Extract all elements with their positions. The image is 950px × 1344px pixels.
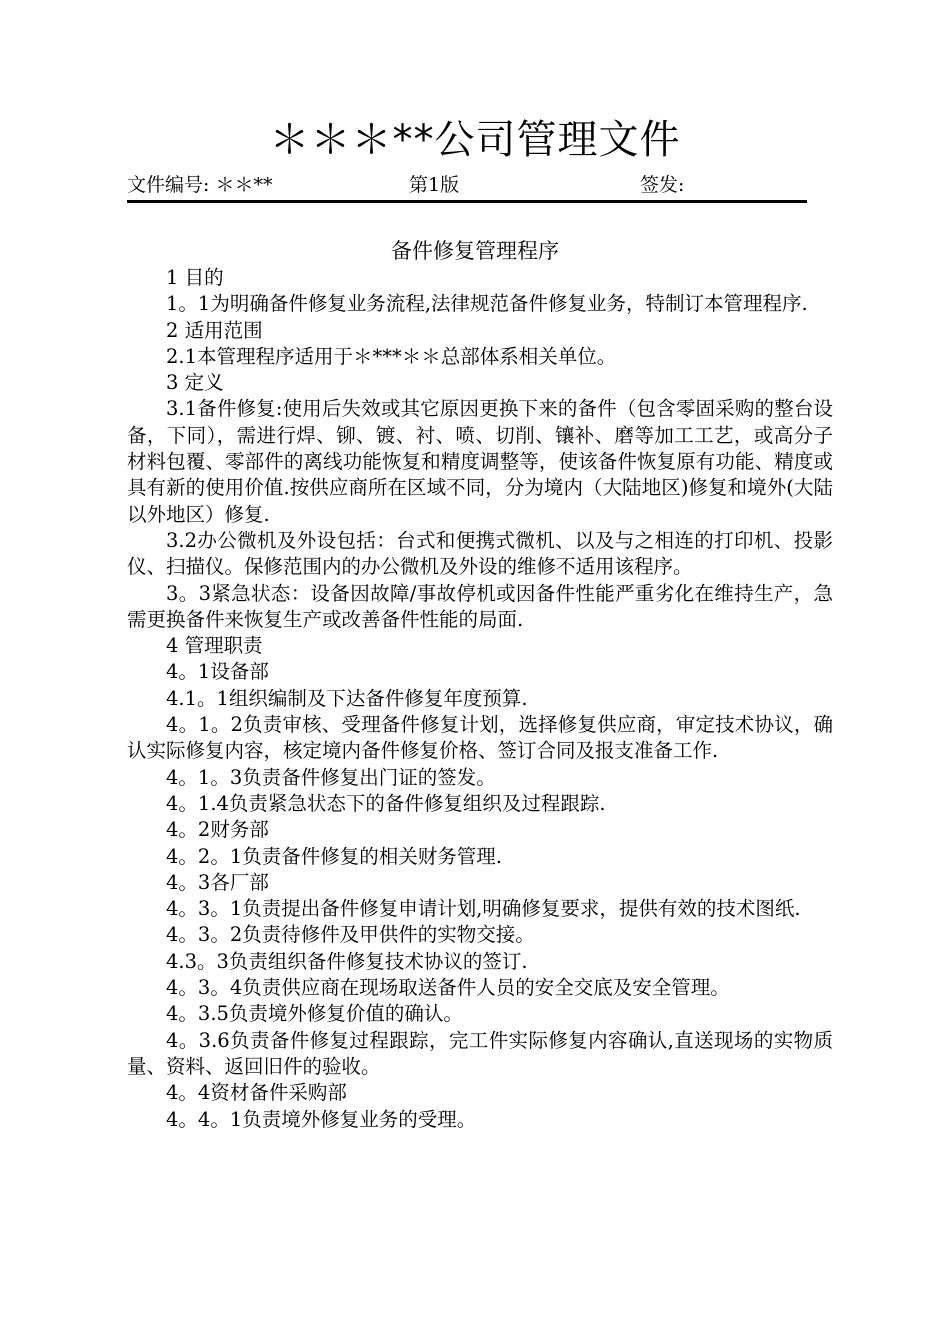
paragraph: 4。3各厂部 bbox=[166, 870, 269, 894]
paragraph: 3。3紧急状态：设备因故障/事故停机或因备件性能严重劣化在维持生产，急需更换备件来恢复生产或改善备件性能的局面. bbox=[127, 581, 833, 631]
paragraph: 4.1。1组织编制及下达备件修复年度预算. bbox=[166, 686, 528, 710]
document-number: 文件编号: ＊＊** bbox=[127, 174, 273, 196]
paragraph: 3.1备件修复:使用后失效或其它原因更换下来的备件（包含零固采购的整台设备，下同），需进行焊、铆、镀、衬、喷、切削、镶补、磨等加工工艺，或高分子材料包覆、零部件的离线功能恢复和精度调整等，使该备件恢复原有功能、精度或具有新的使用价值.按供应商所在区域不同，分为境内（大陆地区)修复和境外(大陆以外地区）修复. bbox=[127, 397, 833, 526]
paragraph: 4。3。2负责待修件及甲供件的实物交接。 bbox=[166, 923, 535, 947]
procedure-title: 备件修复管理程序 bbox=[391, 239, 559, 263]
paragraph: 1。1为明确备件修复业务流程,法律规范备件修复业务，特制订本管理程序. bbox=[166, 292, 808, 316]
paragraph: 4。1设备部 bbox=[166, 660, 269, 684]
paragraph: 4 管理职责 bbox=[166, 634, 263, 658]
document-signoff: 签发: bbox=[640, 174, 685, 196]
document-body bbox=[127, 265, 833, 1133]
paragraph: 3 定义 bbox=[166, 371, 224, 395]
paragraph: 4.3。3负责组织备件修复技术协议的签订. bbox=[166, 949, 528, 973]
paragraph: 4。1。3负责备件修复出门证的签发。 bbox=[166, 765, 496, 789]
paragraph: 4。4资材备件采购部 bbox=[166, 1081, 347, 1105]
paragraph: 4。1。2负责审核、受理备件修复计划，选择修复供应商，审定技术协议，确认实际修复内容，核定境内备件修复价格、签订合同及报支准备工作. bbox=[127, 713, 833, 763]
document-meta-row bbox=[127, 170, 807, 203]
paragraph: 3.2办公微机及外设包括：台式和便携式微机、以及与之相连的打印机、投影仪、扫描仪。保修范围内的办公微机及外设的维修不适用该程序。 bbox=[127, 528, 833, 579]
paragraph: 4。4。1负责境外修复业务的受理。 bbox=[166, 1107, 477, 1131]
paragraph: 2.1本管理程序适用于＊***＊＊总部体系相关单位。 bbox=[166, 344, 617, 368]
paragraph: 4。2。1负责备件修复的相关财务管理. bbox=[166, 844, 502, 868]
document-version: 第1版 bbox=[409, 174, 460, 196]
document-title: ＊＊＊**公司管理文件 bbox=[269, 117, 681, 163]
paragraph: 4。3.5负责境外修复价值的确认。 bbox=[166, 1002, 463, 1026]
paragraph: 4。3.6负责备件修复过程跟踪，完工件实际修复内容确认,直送现场的实物质量、资料、返回旧件的验收。 bbox=[127, 1028, 833, 1078]
paragraph: 4。1.4负责紧急状态下的备件修复组织及过程跟踪. bbox=[166, 791, 606, 815]
paragraph: 2 适用范围 bbox=[166, 318, 263, 342]
paragraph: 4。3。1负责提出备件修复申请计划,明确修复要求，提供有效的技术图纸. bbox=[166, 897, 801, 921]
paragraph: 1 目的 bbox=[166, 266, 224, 289]
paragraph: 4。3。4负责供应商在现场取送备件人员的安全交底及安全管理。 bbox=[166, 976, 730, 1000]
paragraph: 4。2财务部 bbox=[166, 818, 269, 842]
